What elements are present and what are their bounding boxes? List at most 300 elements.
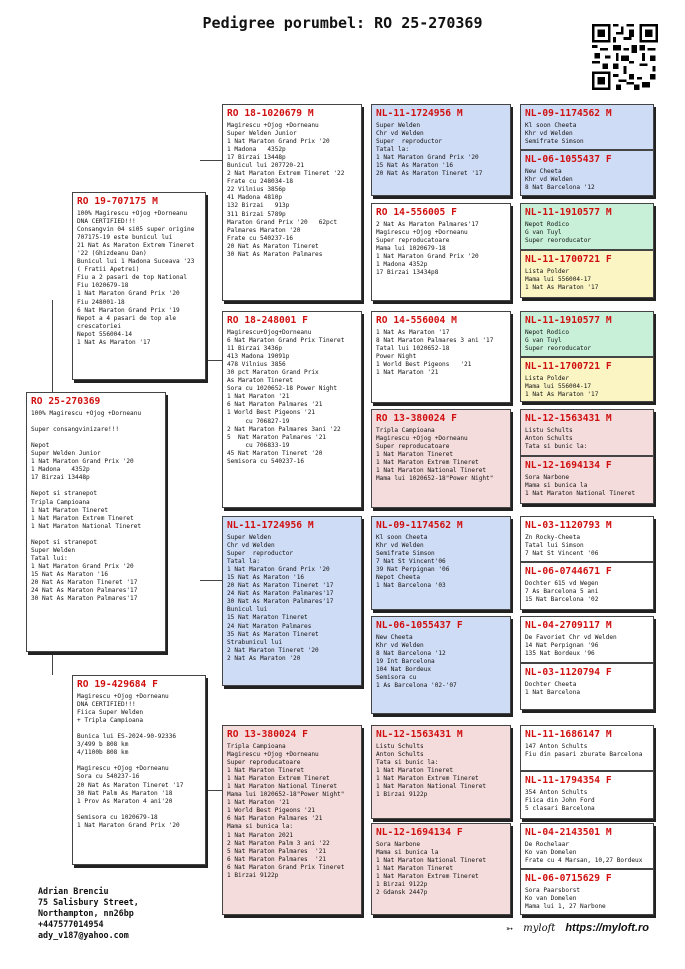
card-text (525, 375, 649, 399)
card-line: Dochter Cheeta (525, 681, 577, 688)
card-line: 1 Nat Maraton 2021 (227, 831, 294, 839)
card-line (31, 482, 161, 490)
card-line: Super reproducatoare (376, 237, 450, 245)
card-line: 1 Nat Maraton '21 (227, 799, 290, 807)
card-line: Zn Rocky-Cheeta (525, 534, 581, 541)
pedigree-card-g14 (520, 771, 654, 819)
card-line: Semisora cu 1020679-18 (77, 813, 158, 821)
connector-line (52, 300, 53, 395)
card-line: 30 Nat As Maraton Palmares'17 (227, 598, 334, 606)
card-text (525, 168, 649, 192)
card-line: 1 Nat Maraton '21 (376, 369, 439, 377)
card-line: 1 Nat Maraton Extrem Tineret (376, 775, 479, 783)
card-line: Mama lui 556004-17 (525, 383, 592, 391)
card-line: 22 Vilnius 3856p (227, 186, 286, 194)
card-line: Mama si bunica la: (227, 823, 294, 831)
pedigree-card-sdd (371, 409, 511, 508)
pedigree-card-dam-dam (222, 725, 362, 915)
card-line: 6 Nat Maraton Palmares '21 (227, 855, 327, 863)
pedigree-card-g1 (520, 104, 654, 150)
ring-number: NL-11-1910577 M (525, 315, 612, 326)
card-line: 1 Nat Maraton National Tineret (525, 490, 636, 498)
card-line: 2 Nat Maraton Tineret '20 (227, 646, 319, 654)
card-line: Frate cu 4 Marsan, 10,27 Bordeux (525, 857, 643, 865)
ring-number: NL-11-1700721 F (525, 254, 612, 265)
card-text (525, 887, 649, 911)
card-line: 354 Anton Schults (525, 789, 588, 796)
card-line: 478 Vilnius 3856 (227, 361, 286, 369)
card-line: Nepot 556004-14 (77, 330, 133, 338)
card-line: 1 Madona 4352p (227, 146, 286, 154)
ring-number: RO 25-270369 (31, 396, 101, 407)
card-line: Mama si bunica la (525, 482, 588, 490)
pedigree-card-dss (371, 516, 511, 610)
card-line: 1 Nat Barcelona '03 (376, 582, 446, 590)
card-line: Tatal lui Simson (525, 542, 584, 550)
card-text (376, 534, 506, 590)
card-line: Mama lui 556004-17 (525, 276, 592, 284)
card-line: Sora Narbone (376, 841, 421, 848)
card-line: 1 Nat As Maraton '17 (525, 284, 599, 292)
card-line: 1 Nat Maraton Grand Prix '20 (376, 154, 479, 162)
card-line: 11 Birzai 3436p (227, 345, 283, 353)
card-line: 132 Birzai 913p (227, 202, 290, 210)
card-line: 1 Nat Maraton Tineret (376, 451, 454, 459)
card-line: Magirescu+Ojog+Dorneanu (227, 329, 312, 336)
card-line: Nepot Rodico (525, 221, 570, 228)
card-line: 1 Nat As Maraton '17 (77, 338, 151, 346)
pedigree-card-g11 (520, 616, 654, 663)
brand-logo-text: myloft (523, 922, 556, 934)
ring-number: NL-06-0744671 F (525, 566, 612, 577)
card-line: Dochter 615 vd Wegen (525, 580, 599, 587)
pedigree-card-g12 (520, 663, 654, 710)
card-line: 1 Nat Maraton Grand Prix '20 (227, 138, 330, 146)
card-line: 41 Madona 4810p (227, 194, 283, 202)
card-line: Super consangvinizare!!! (31, 426, 120, 434)
pedigree-card-g3 (520, 203, 654, 250)
card-line: 39 Nat Perpignan '06 (376, 566, 450, 574)
card-line: 1 Nat Maraton National Tineret (376, 783, 487, 791)
card-line: 24 Nat As Maraton Palmares'17 (31, 587, 138, 595)
ring-number: NL-04-2143501 M (525, 827, 612, 838)
card-line: Consangvin 04 si05 super origine (77, 226, 195, 234)
card-line: cu 706833-19 (227, 441, 290, 449)
card-line: 15 Nat As Maraton '16 (31, 570, 109, 578)
ring-number: NL-11-1686147 M (525, 729, 612, 740)
card-line: Tata si bunic la: (525, 443, 588, 451)
card-line: 1 Nat Maraton Extrem Tineret (376, 459, 479, 467)
card-line: De Favoriet Chr vd Welden (525, 634, 617, 641)
ring-number: RO 13-380024 F (376, 413, 457, 424)
card-line: 707175-19 este bunicul lui (77, 234, 173, 242)
card-line: cu 706827-19 (227, 417, 290, 425)
pedigree-card-g5 (520, 311, 654, 357)
pedigree-card-g2 (520, 150, 654, 196)
card-line: 20 Nat As Maraton Tineret '17 (227, 582, 334, 590)
qr-code-icon (592, 24, 658, 90)
card-line: G van Tuyl (525, 337, 562, 345)
card-line: Tripla Campioana (227, 743, 286, 750)
card-line: Fiu 248001-18 (77, 298, 125, 306)
contact-name: Adrian Brenciu (38, 886, 109, 896)
ring-number: RO 19-707175 M (77, 196, 158, 207)
card-line: Super reoroducator (525, 237, 592, 245)
card-line: 1 Nat Maraton National Tineret (376, 857, 487, 865)
card-line: Sora Paarsborst (525, 887, 581, 894)
card-line: Khr vd Welden (525, 176, 573, 184)
ring-number: NL-11-1724956 M (376, 108, 463, 119)
card-text (525, 268, 649, 292)
card-line (77, 806, 201, 814)
pedigree-card-dam-sire (222, 516, 362, 686)
card-line: Bunica lui ES-2024-90-92336 (77, 733, 177, 741)
card-line: New Cheeta (376, 634, 413, 641)
contact-phone: +447577014954 (38, 919, 104, 929)
card-line: Palmares Maraton '20 (227, 226, 301, 234)
card-line: Bunicul lui (227, 606, 268, 614)
card-line: New Cheeta (525, 168, 562, 175)
card-line: 35 Nat As Maraton Tineret (227, 630, 319, 638)
card-line: 1 Nat Maraton Grand Prix '20 (77, 821, 180, 829)
card-line: Sora Narbone (525, 474, 570, 481)
card-line: 4/1100b 808 km (77, 749, 129, 757)
pedigree-card-sds (371, 311, 511, 403)
pedigree-card-dam (72, 675, 206, 865)
card-line: 1 As Barcelona '02-'07 (376, 682, 457, 690)
pedigree-card-sss (371, 104, 511, 196)
card-line: Mama lui 1020679-18 (376, 245, 446, 253)
card-text (525, 122, 649, 146)
card-line: 15 Nat As Maraton '16 (376, 162, 454, 170)
ring-number: NL-06-1055437 F (376, 620, 463, 631)
card-line (31, 531, 161, 539)
card-text (525, 474, 649, 498)
card-text (525, 427, 649, 451)
card-line: Super Welden Junior (227, 130, 297, 138)
ring-number: NL-03-1120794 F (525, 667, 612, 678)
card-line: 14 Nat Perpignan '96 (525, 642, 599, 650)
ring-number: RO 18-248001 F (227, 315, 308, 326)
card-line: '22 (Ghizdeanu Dan) (77, 250, 147, 258)
card-line: 15 Nat Barcelona '02 (525, 596, 599, 604)
card-text (376, 743, 506, 799)
card-line: 1 Nat Maraton Grand Prix '20 (77, 290, 180, 298)
card-text (376, 841, 506, 897)
card-line: + Tripla Campioana (77, 717, 144, 725)
pedigree-card-g15 (520, 823, 654, 869)
pedigree-card-ddd (371, 823, 511, 915)
card-line: 1 World Best Pigeons '21 (227, 409, 316, 417)
ring-number: RO 19-429684 F (77, 679, 158, 690)
card-text (227, 122, 357, 259)
card-text (525, 329, 649, 353)
contact-city: Northampton, nn26bp (38, 908, 134, 918)
card-line: Listu Schults (376, 743, 424, 750)
card-line: Magirescu +Ojog +Dorneanu (376, 435, 468, 443)
pedigree-card-dsd (371, 616, 511, 714)
card-line: 6 Nat Maraton Grand Prix Tineret (227, 337, 345, 345)
card-line: 6 Nat Maraton Palmares '21 (227, 401, 323, 409)
card-text (227, 329, 357, 466)
card-text (227, 743, 357, 880)
card-line: Sora cu 1020652-18 Power Night (227, 385, 338, 393)
card-line: 30 pct Maraton Grand Prix (227, 369, 319, 377)
card-line: DNA CERTIFIED!!! (77, 701, 136, 709)
card-line: Magirescu +Ojog +Dorneanu (376, 229, 468, 237)
card-line: Lista Polder (525, 268, 570, 275)
contact-block (38, 886, 139, 941)
card-line: 20 Nat As Maraton Tineret '17 (376, 170, 483, 178)
card-line: 1 Nat Maraton Tineret (376, 767, 454, 775)
card-line: Magirescu +Ojog +Dorneanu (77, 765, 169, 773)
card-line: 1 Nat Maraton National Tineret (227, 783, 338, 791)
card-line: 135 Nat Bordeux '96 (525, 650, 595, 658)
card-line: 311 Birzai 5789p (227, 210, 286, 218)
card-line: DNA CERTIFIED!!! (77, 218, 136, 226)
card-text (376, 329, 506, 377)
ring-number: NL-12-1563431 M (525, 413, 612, 424)
card-text (227, 534, 357, 663)
card-text (525, 580, 649, 604)
card-line: Bunicul lui 207720-21 (227, 162, 305, 170)
card-line: Super reproductor (376, 138, 443, 146)
card-line: Super reproducatoare (376, 443, 450, 451)
card-line: 6 Nat Maraton Palmares '21 (227, 815, 323, 823)
card-line: 6 Nat Maraton Grand Prix '19 (77, 306, 180, 314)
card-line: 19 Int Barcelona (376, 658, 435, 666)
card-line (31, 418, 161, 426)
card-line: Magirescu +Ojog +Dorneanu (77, 693, 169, 700)
card-line: 2 Nat As Maraton Palmares'17 (376, 221, 479, 228)
card-line: 1 Madona 4352p (376, 261, 428, 269)
card-line: Mama lui 1020652-18"Power Night" (227, 791, 345, 799)
card-line: 1 Prov As Maraton 4 ani'20 (77, 797, 173, 805)
pedigree-card-sire (72, 192, 206, 380)
card-line: 1 Nat Maraton Grand Prix '20 (227, 566, 330, 574)
card-line: 1 Nat Maraton Grand Prix '20 (31, 562, 134, 570)
card-line: Kl soon Cheeta (525, 122, 577, 129)
contact-email[interactable]: ady_v187@yahoo.com (38, 930, 129, 940)
card-line: 2 Nat Maraton Palm 3 ani '22 (227, 839, 330, 847)
card-line: 1 World Best Pigeons '21 (376, 361, 472, 369)
card-line: Chr vd Welden (227, 542, 275, 550)
pedigree-card-g4 (520, 250, 654, 298)
card-line: 7 Nat St Vincent '06 (525, 550, 599, 558)
card-line: De Rochelaar (525, 841, 570, 848)
card-line: 8 Nat Barcelona '12 (525, 184, 595, 192)
card-line: 1 Nat Maraton Tineret (227, 767, 305, 775)
card-line: 104 Nat Bordeux (376, 666, 432, 674)
card-line: 2 Nat Maraton Extrem Tineret '22 (227, 170, 345, 178)
card-line: Nepot a 4 pasari de top ale (77, 314, 177, 322)
card-line: G van Tuyl (525, 229, 562, 237)
card-line: Semifrate Simson (525, 138, 584, 146)
card-line: 17 Birzai 13448p (227, 154, 286, 162)
card-text (376, 634, 506, 690)
card-line: Tatal la: (376, 146, 410, 154)
card-line: 1 Nat Maraton '21 (227, 393, 290, 401)
card-line: 1 Nat As Maraton '17 (376, 329, 450, 336)
card-line: Lista Polder (525, 375, 570, 382)
card-line: 1 Nat Maraton Extrem Tineret (227, 775, 330, 783)
card-line: 30 Nat As Maraton Palmares (227, 250, 323, 258)
card-line: 1 Nat Maraton Extrem Tineret (376, 873, 479, 881)
card-line: Bunicul lui 1 Madona Suceava '23 (77, 258, 195, 266)
card-text (525, 841, 649, 865)
card-text (376, 427, 506, 483)
card-line: 1 Nat Maraton National Tineret (31, 522, 142, 530)
card-line: 2 Nat As Maraton '20 (227, 654, 301, 662)
card-line: 100% Magirescu +Ojog +Dorneanu (31, 410, 142, 417)
card-line: Tripla Campioana (31, 498, 90, 506)
card-line: 3/499 b 808 km (77, 741, 129, 749)
card-line: 5 Nat Maraton Palmares '21 (227, 847, 327, 855)
card-line: 7 Nat St Vincent'06 (376, 558, 446, 566)
card-line: Tatal lui 1020652-18 (376, 345, 450, 353)
card-line (31, 434, 161, 442)
ring-number: NL-11-1910577 M (525, 207, 612, 218)
card-line: Khr vd Welden (376, 642, 424, 650)
card-line: Mama lui 1020652-18"Power Night" (376, 475, 494, 483)
card-line: Mama lui 1, 27 Narbone (525, 903, 606, 911)
card-line: Semisora cu (376, 674, 417, 682)
card-line: Fiica Super Welden (77, 709, 144, 717)
pedigree-card-g13 (520, 725, 654, 771)
card-line: 1 Birzai 9122p (376, 791, 428, 799)
card-line: 5 Nat Maraton Palmares '21 (227, 433, 327, 441)
card-line: Super Welden Junior (31, 450, 101, 458)
pedigree-card-subject (26, 392, 166, 652)
card-line: 2 Gdansk 2447p (376, 889, 428, 897)
card-line: 17 Birzai 13434p8 (376, 269, 439, 277)
ring-number: NL-12-1563431 M (376, 729, 463, 740)
card-text (525, 221, 649, 245)
ring-number: RO 13-380024 F (227, 729, 308, 740)
card-text (376, 221, 506, 277)
card-line: Chr vd Welden (376, 130, 424, 138)
card-line: 1 Nat Maraton Grand Prix '20 (376, 253, 479, 261)
card-line: Nepot si stranepot (31, 538, 98, 546)
card-line: Magirescu +Ojog +Dorneanu (227, 751, 319, 759)
ring-number: NL-11-1700721 F (525, 361, 612, 372)
card-line: 20 Nat As Maraton Tineret '17 (31, 578, 138, 586)
card-line: 24 Nat As Maraton Palmares'17 (227, 590, 334, 598)
card-text (525, 634, 649, 658)
ring-number: NL-12-1694134 F (525, 460, 612, 471)
card-line: 1 Birzai 9122p (376, 881, 428, 889)
card-text (525, 743, 649, 759)
pedigree-card-g7 (520, 409, 654, 456)
card-text (376, 122, 506, 178)
pigeon-logo-icon: ➳ (506, 921, 514, 935)
card-line: Kl soon Cheeta (376, 534, 428, 541)
card-line: 1 Nat Maraton National Tineret (376, 467, 487, 475)
card-line: Anton Schults (376, 751, 424, 759)
pedigree-card-ssd (371, 203, 511, 301)
card-line: 5 clasari Barcelona (525, 805, 595, 813)
card-line: Nepot si stranepot (31, 490, 98, 498)
card-line: Super reproducatoare (227, 759, 301, 767)
card-text (31, 410, 161, 603)
card-line: crescatoriei (77, 322, 122, 330)
card-line: Listu Schults (525, 427, 573, 434)
card-line: Super Welden (31, 546, 76, 554)
ring-number: RO 18-1020679 M (227, 108, 314, 119)
pedigree-card-sire-dam (222, 311, 362, 508)
card-line: Ko van Domelen (525, 849, 577, 857)
card-line: 20 Nat As Maraton Tineret (227, 242, 319, 250)
card-line: 100% Magirescu +Ojog +Dorneanu (77, 210, 188, 217)
card-line: Nepot Rodico (525, 329, 570, 336)
card-line: 8 Nat Maraton Palmares 3 ani '17 (376, 337, 494, 345)
card-text (77, 210, 201, 347)
ring-number: NL-12-1694134 F (376, 827, 463, 838)
card-line: Magirescu +Ojog +Dorneanu (227, 122, 319, 129)
card-text (525, 789, 649, 813)
card-line: 8 Nat Barcelona '12 (376, 650, 446, 658)
card-line: 1 Nat As Maraton '17 (525, 391, 599, 399)
card-line: Fiu a 2 pasari de top National (77, 274, 188, 282)
card-text (525, 534, 649, 558)
card-line: Semifrate Simson (376, 550, 435, 558)
pedigree-card-g16 (520, 869, 654, 915)
card-line: 17 Birzai 13448p (31, 474, 90, 482)
ring-number: NL-06-0715629 F (525, 873, 612, 884)
card-line: 1 World Best Pigeons '21 (227, 807, 316, 815)
ring-number: NL-06-1055437 F (525, 154, 612, 165)
card-line: 21 Nat As Maraton Extrem Tineret (77, 242, 195, 250)
card-line: 1 Nat Barcelona (525, 689, 581, 697)
card-line: Fiu din pasari zburate Barcelona (525, 751, 643, 759)
card-line: 45 Nat Maraton Tineret '20 (227, 449, 323, 457)
card-line: 15 Nat Maraton Tineret (227, 614, 308, 622)
card-line: Anton Schults (525, 435, 573, 443)
card-line: 1 Madona 4352p (31, 466, 90, 474)
card-line: 1 Nat Maraton Tineret (31, 506, 109, 514)
pedigree-card-g10 (520, 562, 654, 610)
card-line: ( Fratii Apetrei) (77, 266, 140, 274)
card-line: Nepot Cheeta (376, 574, 421, 582)
card-line: Super reproductor (227, 550, 294, 558)
page-title: Pedigree porumbel: RO 25-270369 (202, 14, 483, 32)
card-line: 7 As Barcelona 5 ani (525, 588, 599, 596)
ring-number: RO 14-556005 F (376, 207, 457, 218)
ring-number: NL-11-1794354 F (525, 775, 612, 786)
ring-number: NL-04-2709117 M (525, 620, 612, 631)
card-line: Sora cu 540237-16 (77, 773, 140, 781)
pedigree-card-sire-sire (222, 104, 362, 301)
ring-number: RO 14-556004 M (376, 315, 457, 326)
card-line: Tripla Campioana (376, 427, 435, 434)
card-line: 20 Nat As Maraton Tineret '17 (77, 781, 184, 789)
card-text (77, 693, 201, 830)
card-line (77, 725, 201, 733)
card-line (77, 757, 201, 765)
contact-street: 75 Salisbury Street, (38, 897, 139, 907)
card-line: 2 Nat Maraton Palmares 3ani '22 (227, 425, 341, 433)
pedigree-card-dds (371, 725, 511, 819)
pedigree-card-g9 (520, 516, 654, 562)
ring-number: NL-11-1724956 M (227, 520, 314, 531)
website-link[interactable]: https://myloft.ro (565, 922, 650, 934)
card-line: 24 Nat Maraton Palmares (227, 622, 312, 630)
card-line: 1 Birzai 9122p (227, 871, 279, 879)
ring-number: NL-09-1174562 M (525, 108, 612, 119)
brand (506, 921, 649, 935)
card-line: Fiu 1020679-18 (77, 282, 129, 290)
card-line: Frate cu 540237-16 (227, 234, 294, 242)
